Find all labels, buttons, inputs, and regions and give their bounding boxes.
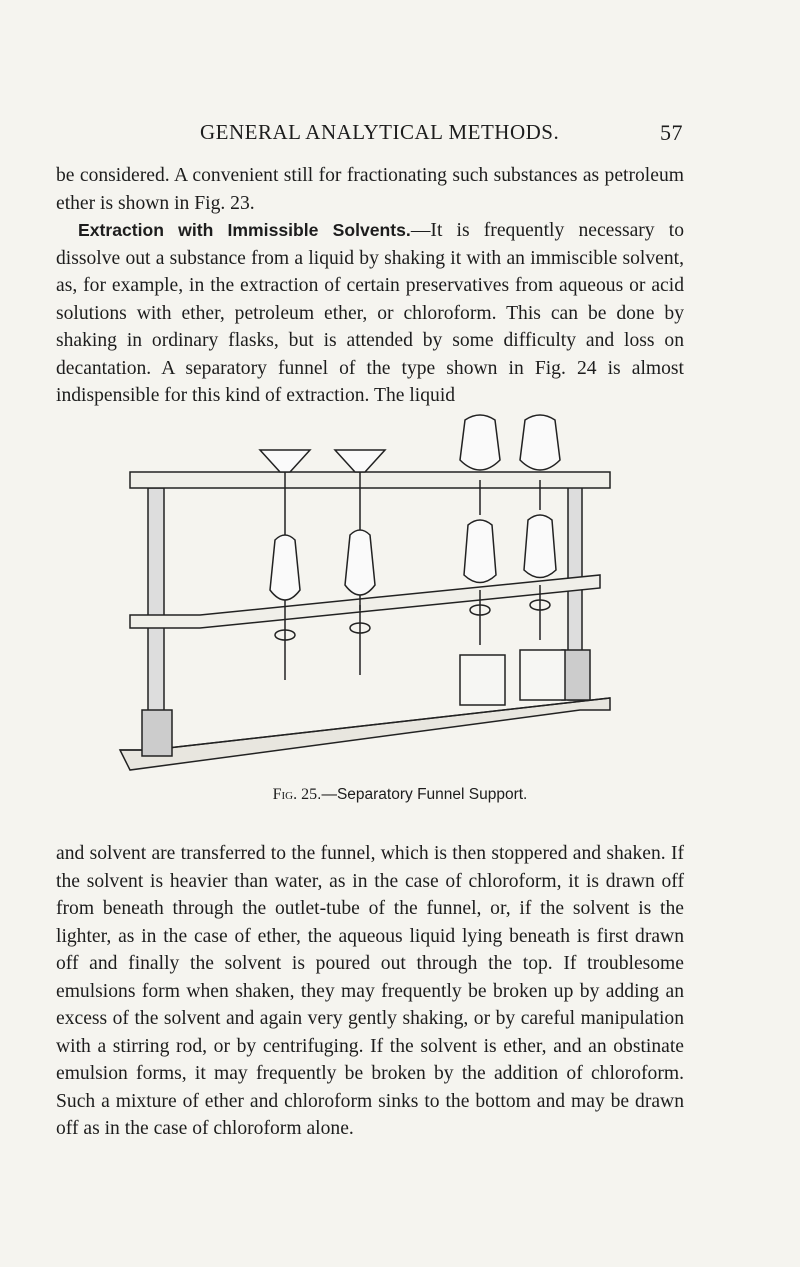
paragraph-1-body: —It is frequently necessary to dissolve out a substance from a liquid by shaking it with an immiscible solvent, as, for example, in the extraction of certain preservatives from aqueous or acid solutions with ether, petroleum ether, or chloroform. This can be done by shaking in ordinary flasks, but is attended by some difficulty and loss on decantation. A separatory funnel of the type shown in Fig. 24 is almost indispensible for this kind of extraction. The liquid [56, 220, 685, 406]
figure-label: Fig. 25 [272, 786, 318, 803]
paragraph-1 [56, 162, 684, 410]
beaker-1 [460, 655, 505, 705]
sep-funnel-6 [524, 515, 556, 578]
sep-funnel-4 [520, 415, 560, 470]
section-heading: Extraction with Immissible Solvents. [78, 220, 411, 240]
sep-funnel-3 [460, 415, 500, 470]
base-edge [120, 698, 610, 750]
right-post-foot [562, 650, 590, 700]
figure-caption-text: .—Separatory Funnel Support. [317, 786, 528, 803]
paragraph-1-lead: be considered. A convenient still for fractionating such substances as petroleum ether is shown in Fig. 23. [56, 165, 684, 214]
funnel-1 [260, 450, 310, 472]
page-number: 57 [660, 120, 683, 145]
separatory-funnel-illustration [110, 410, 630, 790]
sep-funnel-2 [345, 530, 375, 595]
beaker-2 [520, 650, 565, 700]
paragraph-2 [56, 840, 684, 1143]
sep-funnel-5 [464, 520, 496, 583]
left-post-foot [142, 710, 172, 756]
sep-funnel-1 [270, 535, 300, 600]
funnel-2 [335, 450, 385, 472]
paragraph-2-body: and solvent are transferred to the funnel, which is then stoppered and shaken. If the solvent is heavier than water, as in the case of chloroform, it is drawn off from beneath through the outlet-tube of the funnel, or, if the solvent is the lighter, as in the case of ether, the aqueous liquid lying beneath is first drawn off and finally the solvent is poured out through the top. If troublesome emulsions form when shaken, they may frequently be broken up by adding an excess of the solvent and again very gently shaking, or by careful manipulation with a stirring rod, or by centrifuging. If the solvent is ether, and an obstinate emulsion forms, it may frequently be broken by the addition of chloroform. Such a mixture of ether and chloroform sinks to the bottom and may be drawn off as in the case of chloroform alone. [56, 843, 684, 1139]
base-board [120, 698, 610, 770]
figure-caption [0, 786, 800, 804]
top-rail [130, 472, 610, 488]
running-title: GENERAL ANALYTICAL METHODS. [200, 120, 560, 144]
